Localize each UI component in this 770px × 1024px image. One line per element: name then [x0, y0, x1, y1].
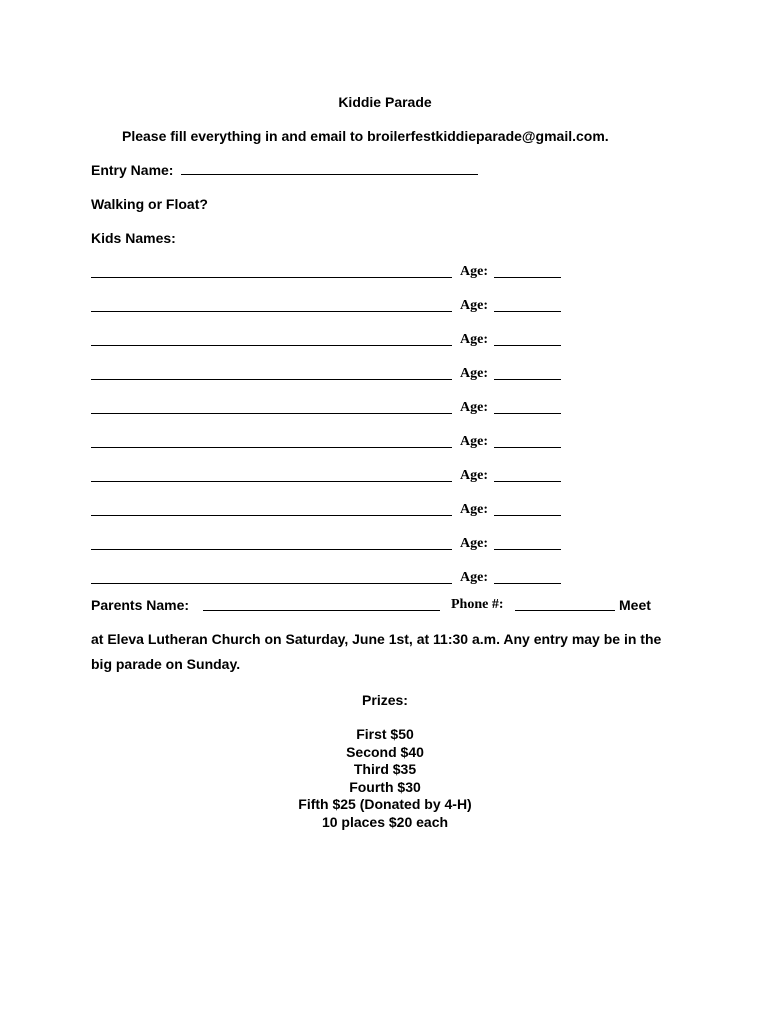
- age-label: Age:: [460, 570, 488, 585]
- kid-row: [91, 432, 571, 466]
- kid-age-field[interactable]: [494, 447, 561, 448]
- prize-item: Third $35: [353, 761, 417, 777]
- walking-or-float-label: Walking or Float?: [91, 196, 208, 212]
- prizes-list: [0, 726, 770, 831]
- entry-name-label: Entry Name:: [91, 162, 174, 178]
- kid-age-field[interactable]: [494, 345, 561, 346]
- kid-name-field[interactable]: [91, 311, 452, 312]
- kids-names-list: [91, 262, 571, 602]
- prize-item: 10 places $20 each: [321, 813, 449, 830]
- kid-row: [91, 398, 571, 432]
- prizes-heading: Prizes:: [362, 692, 408, 708]
- age-label: Age:: [460, 332, 488, 347]
- kid-name-field[interactable]: [91, 379, 452, 380]
- prize-item: First $50: [356, 726, 414, 742]
- kid-age-field[interactable]: [494, 583, 561, 584]
- kid-name-field[interactable]: [91, 481, 452, 482]
- age-label: Age:: [460, 468, 488, 483]
- age-label: Age:: [460, 264, 488, 279]
- kid-age-field[interactable]: [494, 481, 561, 482]
- kid-row: [91, 500, 571, 534]
- kid-name-field[interactable]: [91, 447, 452, 448]
- age-label: Age:: [460, 366, 488, 381]
- kid-row: [91, 466, 571, 500]
- phone-field[interactable]: [515, 610, 615, 611]
- kid-age-field[interactable]: [494, 413, 561, 414]
- prize-item: Fourth $30: [349, 778, 421, 795]
- prize-item: Second $40: [346, 743, 424, 760]
- kid-name-field[interactable]: [91, 413, 452, 414]
- kid-row: [91, 364, 571, 398]
- kid-age-field[interactable]: [494, 277, 561, 278]
- kid-name-field[interactable]: [91, 583, 452, 584]
- prize-item: Fifth $25 (Donated by 4-H): [298, 796, 472, 812]
- age-label: Age:: [460, 502, 488, 517]
- kids-names-label: Kids Names:: [91, 230, 176, 246]
- form-title: Kiddie Parade: [338, 94, 432, 110]
- entry-name-row: [91, 162, 478, 178]
- kid-age-field[interactable]: [494, 515, 561, 516]
- kid-row: [91, 296, 571, 330]
- parents-name-field[interactable]: [203, 610, 440, 611]
- age-label: Age:: [460, 298, 488, 313]
- meeting-info-paragraph: at Eleva Lutheran Church on Saturday, June 1st, at 11:30 a.m. Any entry may be in the big parade on Sunday.: [91, 631, 662, 672]
- age-label: Age:: [460, 536, 488, 551]
- kid-name-field[interactable]: [91, 515, 452, 516]
- age-label: Age:: [460, 400, 488, 415]
- kid-age-field[interactable]: [494, 549, 561, 550]
- kid-row: [91, 330, 571, 364]
- parents-row: [91, 597, 671, 617]
- meet-word: Meet: [619, 597, 651, 613]
- kid-name-field[interactable]: [91, 345, 452, 346]
- kid-row: [91, 262, 571, 296]
- kid-age-field[interactable]: [494, 379, 561, 380]
- parents-name-label: Parents Name:: [91, 597, 190, 613]
- kid-row: [91, 534, 571, 568]
- instructions-text: Please fill everything in and email to broilerfestkiddieparade@gmail.com.: [122, 128, 609, 144]
- kid-age-field[interactable]: [494, 311, 561, 312]
- entry-name-field[interactable]: [181, 162, 478, 175]
- phone-label: Phone #:: [451, 597, 504, 612]
- kid-name-field[interactable]: [91, 277, 452, 278]
- age-label: Age:: [460, 434, 488, 449]
- kid-name-field[interactable]: [91, 549, 452, 550]
